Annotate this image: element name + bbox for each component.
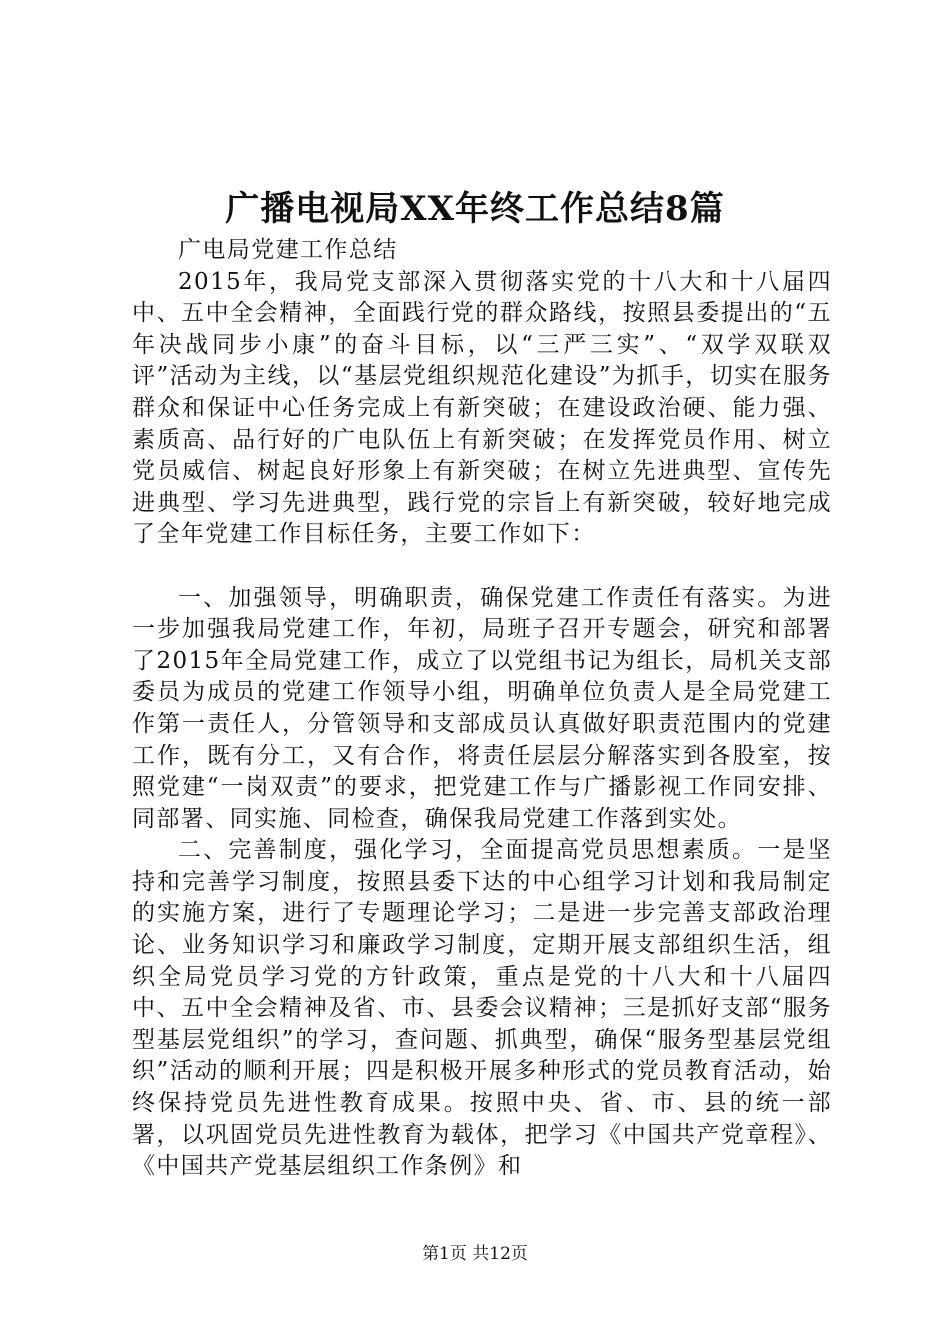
document-title: 广播电视局XX年终工作总结8篇 (225, 189, 725, 229)
document-body (132, 235, 832, 1183)
paragraph-study: 二、完善制度，强化学习，全面提高党员思想素质。一是坚持和完善学习制度，按照县委下达的中心组学习计划和我局制定的实施方案，进行了专题理论学习；二是进一步完善支部政治理论、业务知识学习和廉政学习制度，定期开展支部组织生活，组织全局党员学习党的方针政策，重点是党的十八大和十八届四中、五中全会精神及省、市、县委会议精神；三是抓好支部“服务型基层党组织”的学习，查问题、抓典型，确保“服务型基层党组织”活动的顺利开展；四是积极开展多种形式的党员教育活动，始终保持党员先进性教育成果。按照中央、省、市、县的统一部署，以巩固党员先进性教育为载体，把学习《中国共产党章程》、《中国共产党基层组织工作条例》和 (132, 837, 832, 1180)
section-subtitle: 广电局党建工作总结 (178, 237, 398, 263)
paragraph-intro: 2015年，我局党支部深入贯彻落实党的十八大和十八届四中、五中全会精神，全面践行党的群众路线，按照县委提出的“五年决战同步小康”的奋斗目标，以“三严三实”、“双学双联双评”活动为主线，以“基层党组织规范化建设”为抓手，切实在服务群众和保证中心任务完成上有新突破；在建设政治硬、能力强、素质高、品行好的广电队伍上有新突破；在发挥党员作用、树立党员威信、树起良好形象上有新突破；在树立先进典型、宣传先进典型、学习先进典型，践行党的宗旨上有新突破，较好地完成了全年党建工作目标任务，主要工作如下： (132, 268, 832, 548)
page-number-footer: 第1页 共12页 (422, 1244, 528, 1264)
paragraph-leadership: 一、加强领导，明确职责，确保党建工作责任有落实。为进一步加强我局党建工作，年初，局班子召开专题会，研究和部署了2015年全局党建工作，成立了以党组书记为组长，局机关支部委员为成员的党建工作领导小组，明确单位负责人是全局党建工作第一责任人，分管领导和支部成员认真做好职责范围内的党建工作，既有分工，又有合作，将责任层层分解落实到各股室，按照党建“一岗双责”的要求，把党建工作与广播影视工作同安排、同部署、同实施、同检查，确保我局党建工作落到实处。 (132, 584, 832, 832)
